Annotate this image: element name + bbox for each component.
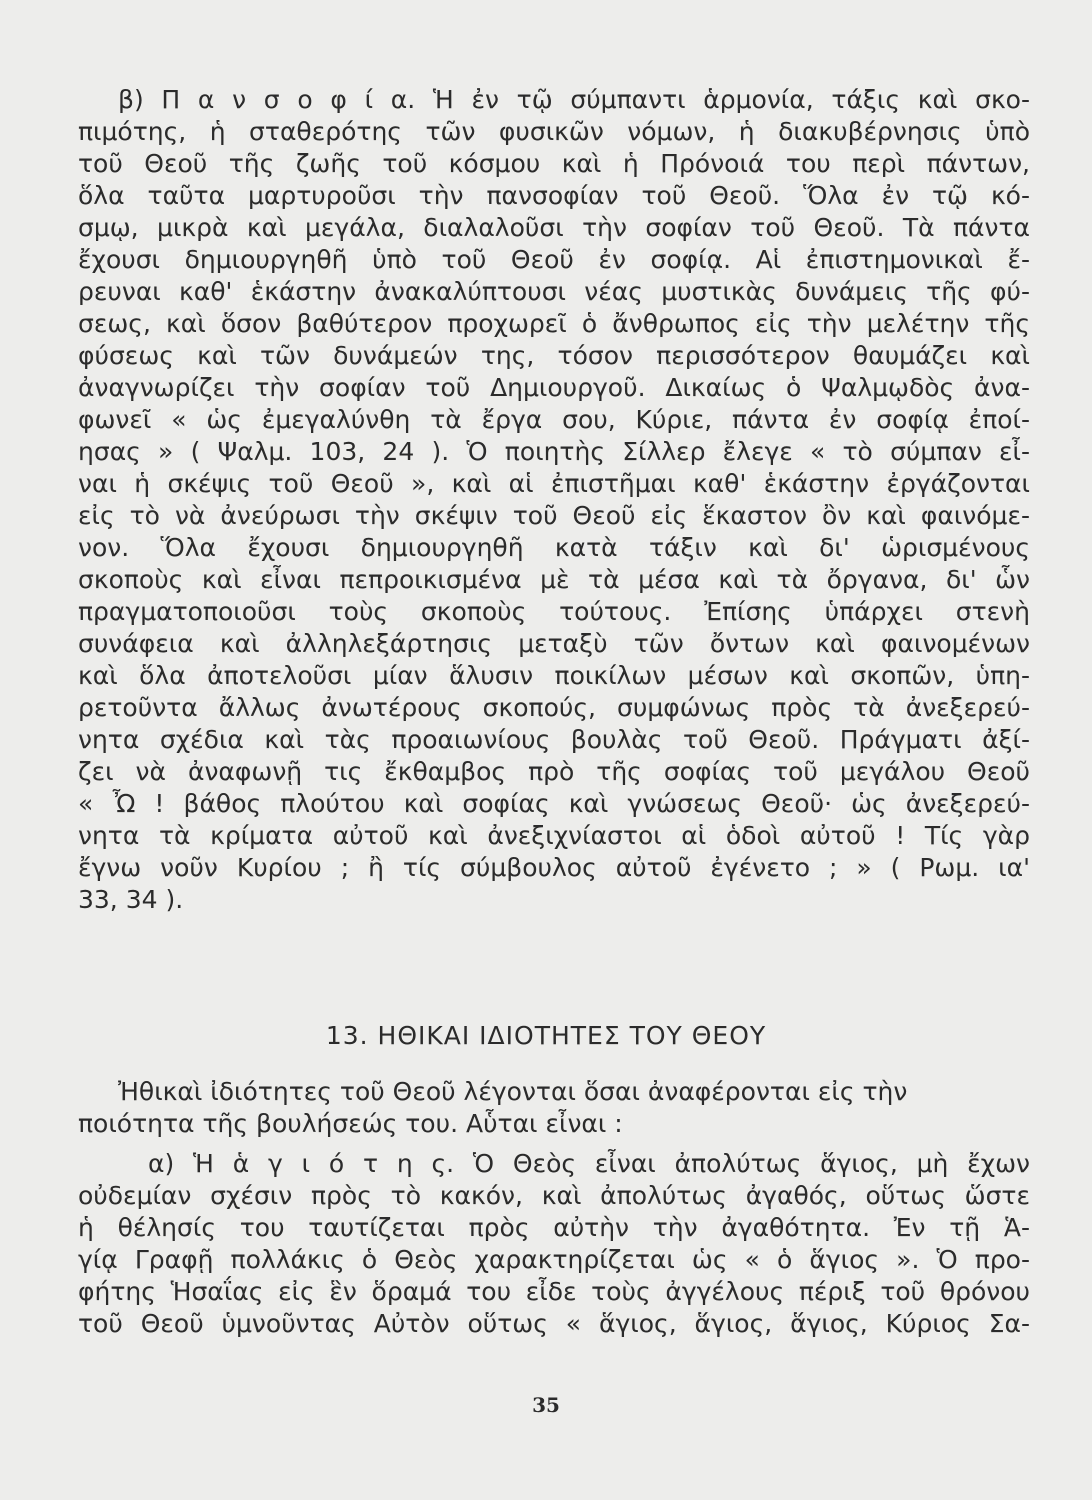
paragraph-line: πιμότης, ἡ σταθερότης τῶν φυσικῶν νόμων, ἡ διακυβέρνησις ὑπὸ	[78, 117, 1030, 146]
paragraph-line: γίᾳ Γραφῇ πολλάκις ὁ Θεὸς χαρακτηρίζεται ὡς « ὁ ἅγιος ». Ὁ προ-	[78, 1245, 1030, 1274]
paragraph-line: νον. Ὅλα ἔχουσι δημιουργηθῆ κατὰ τάξιν καὶ δι' ὡρισμένους	[78, 533, 1030, 562]
paragraph-line: φύσεως καὶ τῶν δυνάμεών της, τόσον περισσότερον θαυμάζει καὶ	[78, 341, 1030, 370]
paragraph-line: ζει νὰ ἀναφωνῇ τις ἔκθαμβος πρὸ τῆς σοφίας τοῦ μεγάλου Θεοῦ	[78, 757, 1030, 786]
paragraph-line: τοῦ Θεοῦ τῆς ζωῆς τοῦ κόσμου καὶ ἡ Πρόνοιά του περὶ πάντων,	[78, 149, 1030, 178]
paragraph-line: ὅλα ταῦτα μαρτυροῦσι τὴν πανσοφίαν τοῦ Θεοῦ. Ὅλα ἐν τῷ κό-	[78, 181, 1030, 210]
paragraph-line: σεως, καὶ ὅσον βαθύτερον προχωρεῖ ὁ ἄνθρωπος εἰς τὴν μελέτην τῆς	[78, 309, 1030, 338]
paragraph-line: ἔγνω νοῦν Κυρίου ; ἢ τίς σύμβουλος αὐτοῦ ἐγένετο ; » ( Ρωμ. ια'	[78, 853, 1030, 882]
page-number: 35	[532, 1393, 560, 1417]
paragraph-line: ἔχουσι δημιουργηθῆ ὑπὸ τοῦ Θεοῦ ἐν σοφίᾳ. Αἱ ἐπιστημονικαὶ ἔ-	[78, 245, 1030, 274]
paragraph-line: νητα σχέδια καὶ τὰς προαιωνίους βουλὰς τοῦ Θεοῦ. Πράγματι ἀξί-	[78, 725, 1030, 754]
paragraph-line: εἰς τὸ νὰ ἀνεύρωσι τὴν σκέψιν τοῦ Θεοῦ εἰς ἕκαστον ὂν καὶ φαινόμε-	[78, 501, 1030, 530]
paragraph-line: ἡ θέλησίς του ταυτίζεται πρὸς αὐτὴν τὴν ἀγαθότητα. Ἐν τῇ Ἁ-	[78, 1213, 1030, 1242]
paragraph-line: τοῦ Θεοῦ ὑμνοῦντας Αὐτὸν οὕτως « ἅγιος, ἅγιος, ἅγιος, Κύριος Σα-	[78, 1309, 1030, 1338]
paragraph-line: Ἠθικαὶ ἰδιότητες τοῦ Θεοῦ λέγονται ὅσαι ἀναφέρονται εἰς τὴν	[118, 1077, 908, 1106]
paragraph-line: α) Ἡ ἁ γ ι ό τ η ς. Ὁ Θεὸς εἶναι ἀπολύτως ἅγιος, μὴ ἔχων	[148, 1149, 1030, 1178]
paragraph-line: ρετοῦντα ἄλλως ἀνωτέρους σκοπούς, συμφώνως πρὸς τὰ ἀνεξερεύ-	[78, 693, 1030, 722]
paragraph-line: 33, 34 ).	[78, 885, 184, 914]
paragraph-line: ἀναγνωρίζει τὴν σοφίαν τοῦ Δημιουργοῦ. Δικαίως ὁ Ψαλμῳδὸς ἀνα-	[78, 373, 1030, 402]
paragraph-line: καὶ ὅλα ἀποτελοῦσι μίαν ἅλυσιν ποικίλων μέσων καὶ σκοπῶν, ὑπη-	[78, 661, 1030, 690]
paragraph-line: ησας » ( Ψαλμ. 103, 24 ). Ὁ ποιητὴς Σίλλερ ἔλεγε « τὸ σύμπαν εἶ-	[78, 437, 1030, 466]
paragraph-line: « Ὦ ! βάθος πλούτου καὶ σοφίας καὶ γνώσεως Θεοῦ· ὡς ἀνεξερεύ-	[78, 789, 1030, 818]
paragraph-line: νητα τὰ κρίματα αὐτοῦ καὶ ἀνεξιχνίαστοι αἱ ὁδοὶ αὐτοῦ ! Τίς γὰρ	[78, 821, 1030, 850]
paragraph-line: φήτης Ἡσαΐας εἰς ἓν ὅραμά του εἶδε τοὺς ἀγγέλους πέριξ τοῦ θρόνου	[78, 1277, 1030, 1306]
paragraph-line: ναι ἡ σκέψις τοῦ Θεοῦ », καὶ αἱ ἐπιστῆμαι καθ' ἑκάστην ἐργάζονται	[78, 469, 1030, 498]
paragraph-line: ρευναι καθ' ἑκάστην ἀνακαλύπτουσι νέας μυστικὰς δυνάμεις τῆς φύ-	[78, 277, 1030, 306]
paragraph-line: συνάφεια καὶ ἀλληλεξάρτησις μεταξὺ τῶν ὄντων καὶ φαινομένων	[78, 629, 1030, 658]
paragraph-line: πραγματοποιοῦσι τοὺς σκοποὺς τούτους. Ἐπίσης ὑπάρχει στενὴ	[78, 597, 1030, 626]
paragraph-line: β) Π α ν σ ο φ ί α. Ἡ ἐν τῷ σύμπαντι ἁρμονία, τάξις καὶ σκο-	[118, 85, 1030, 114]
paragraph-line: οὐδεμίαν σχέσιν πρὸς τὸ κακόν, καὶ ἀπολύτως ἀγαθός, οὕτως ὥστε	[78, 1181, 1030, 1210]
chapter-heading: 13. ΗΘΙΚΑΙ ΙΔΙΟΤΗΤΕΣ ΤΟΥ ΘΕΟΥ	[325, 1021, 767, 1050]
paragraph-line: σμῳ, μικρὰ καὶ μεγάλα, διαλαλοῦσι τὴν σοφίαν τοῦ Θεοῦ. Τὰ πάντα	[78, 213, 1030, 242]
paragraph-line: φωνεῖ « ὡς ἐμεγαλύνθη τὰ ἔργα σου, Κύριε, πάντα ἐν σοφίᾳ ἐποί-	[78, 405, 1030, 434]
paragraph-line: σκοποὺς καὶ εἶναι πεπροικισμένα μὲ τὰ μέσα καὶ τὰ ὄργανα, δι' ὧν	[78, 565, 1030, 594]
paragraph-line: ποιότητα τῆς βουλήσεώς του. Αὗται εἶναι :	[78, 1109, 623, 1138]
